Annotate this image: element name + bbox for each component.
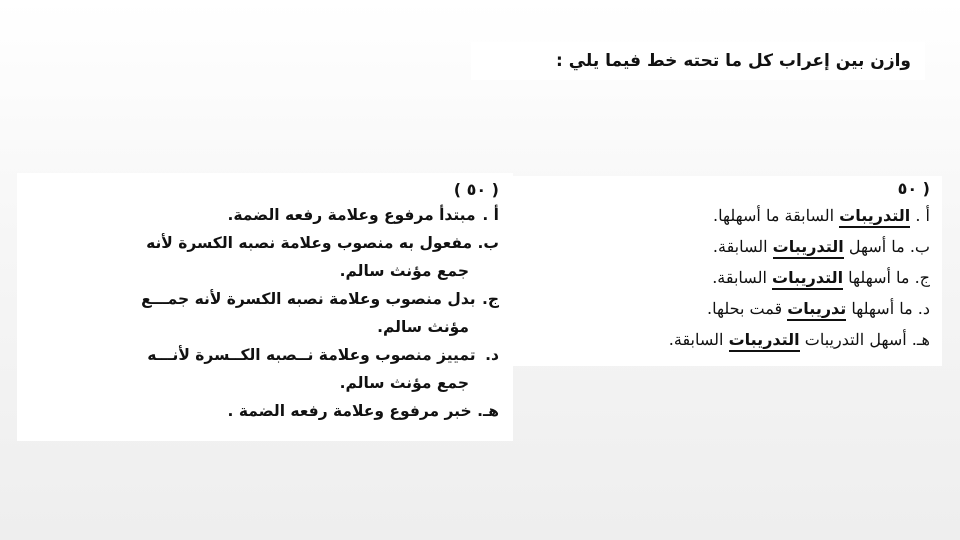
question-item (523, 324, 930, 355)
answer-item (27, 397, 499, 425)
question-marker: أ . (915, 206, 930, 225)
question-marker: د. (917, 299, 930, 318)
answer-marker: أ . (482, 206, 499, 224)
question-item (523, 293, 930, 324)
answer-item (27, 285, 499, 313)
underlined-word: التدريبات (773, 237, 844, 259)
underlined-word: التدريبات (772, 268, 843, 290)
question-marker: هـ. (911, 330, 930, 349)
underlined-word: التدريبات (729, 330, 800, 352)
question-text-after: السابقة. (712, 237, 773, 256)
question-text-after: السابقة. (668, 330, 729, 349)
underlined-word: تدريبات (787, 299, 846, 321)
questions-panel (513, 176, 942, 366)
answers-number-label: ( ٥٠ ) (453, 180, 499, 199)
answer-item (27, 201, 499, 229)
question-text-before: ما أسهل (843, 237, 905, 256)
answer-text: مبتدأ مرفوع وعلامة رفعه الضمة. (227, 206, 476, 224)
answer-text: بدل منصوب وعلامة نصبه الكسرة لأنه جمـــع (141, 290, 476, 308)
answer-marker: ج. (481, 290, 499, 308)
question-text-after: قمت بحلها. (707, 299, 788, 318)
question-item (523, 231, 930, 262)
underlined-word: التدريبات (839, 206, 910, 228)
question-item (523, 262, 930, 293)
answer-continuation: جمع مؤنث سالم. (339, 262, 469, 280)
answer-item (27, 341, 499, 369)
question-text-after: السابقة ما أسهلها. (713, 206, 840, 225)
answers-panel (17, 173, 513, 441)
questions-number-label: ( ٥٠ (897, 179, 930, 198)
title-bar (471, 42, 925, 80)
answer-continuation: مؤنث سالم. (377, 318, 469, 336)
question-text-before: ما أسهلها (843, 268, 910, 287)
answer-continuation: جمع مؤنث سالم. (339, 374, 469, 392)
question-text-after: السابقة. (712, 268, 772, 287)
answer-text: مفعول به منصوب وعلامة نصبه الكسرة لأنه (146, 234, 473, 252)
answer-marker: هـ. (477, 402, 499, 420)
question-marker: ب. (909, 237, 930, 256)
question-text-before: ما أسهلها (846, 299, 913, 318)
slide-title: وازن بين إعراب كل ما تحته خط فيما يلي : (556, 51, 911, 71)
question-marker: ج. (914, 268, 930, 287)
answer-marker: ب. (477, 234, 499, 252)
question-item (523, 200, 930, 231)
answer-marker: د. (485, 346, 499, 364)
question-text-before: أسهل التدريبات (799, 330, 907, 349)
answer-item (27, 229, 499, 257)
answer-text: تمييز منصوب وعلامة نــصبه الكــسرة لأنـــه (147, 346, 476, 364)
answer-text: خبر مرفوع وعلامة رفعه الضمة . (227, 402, 472, 420)
